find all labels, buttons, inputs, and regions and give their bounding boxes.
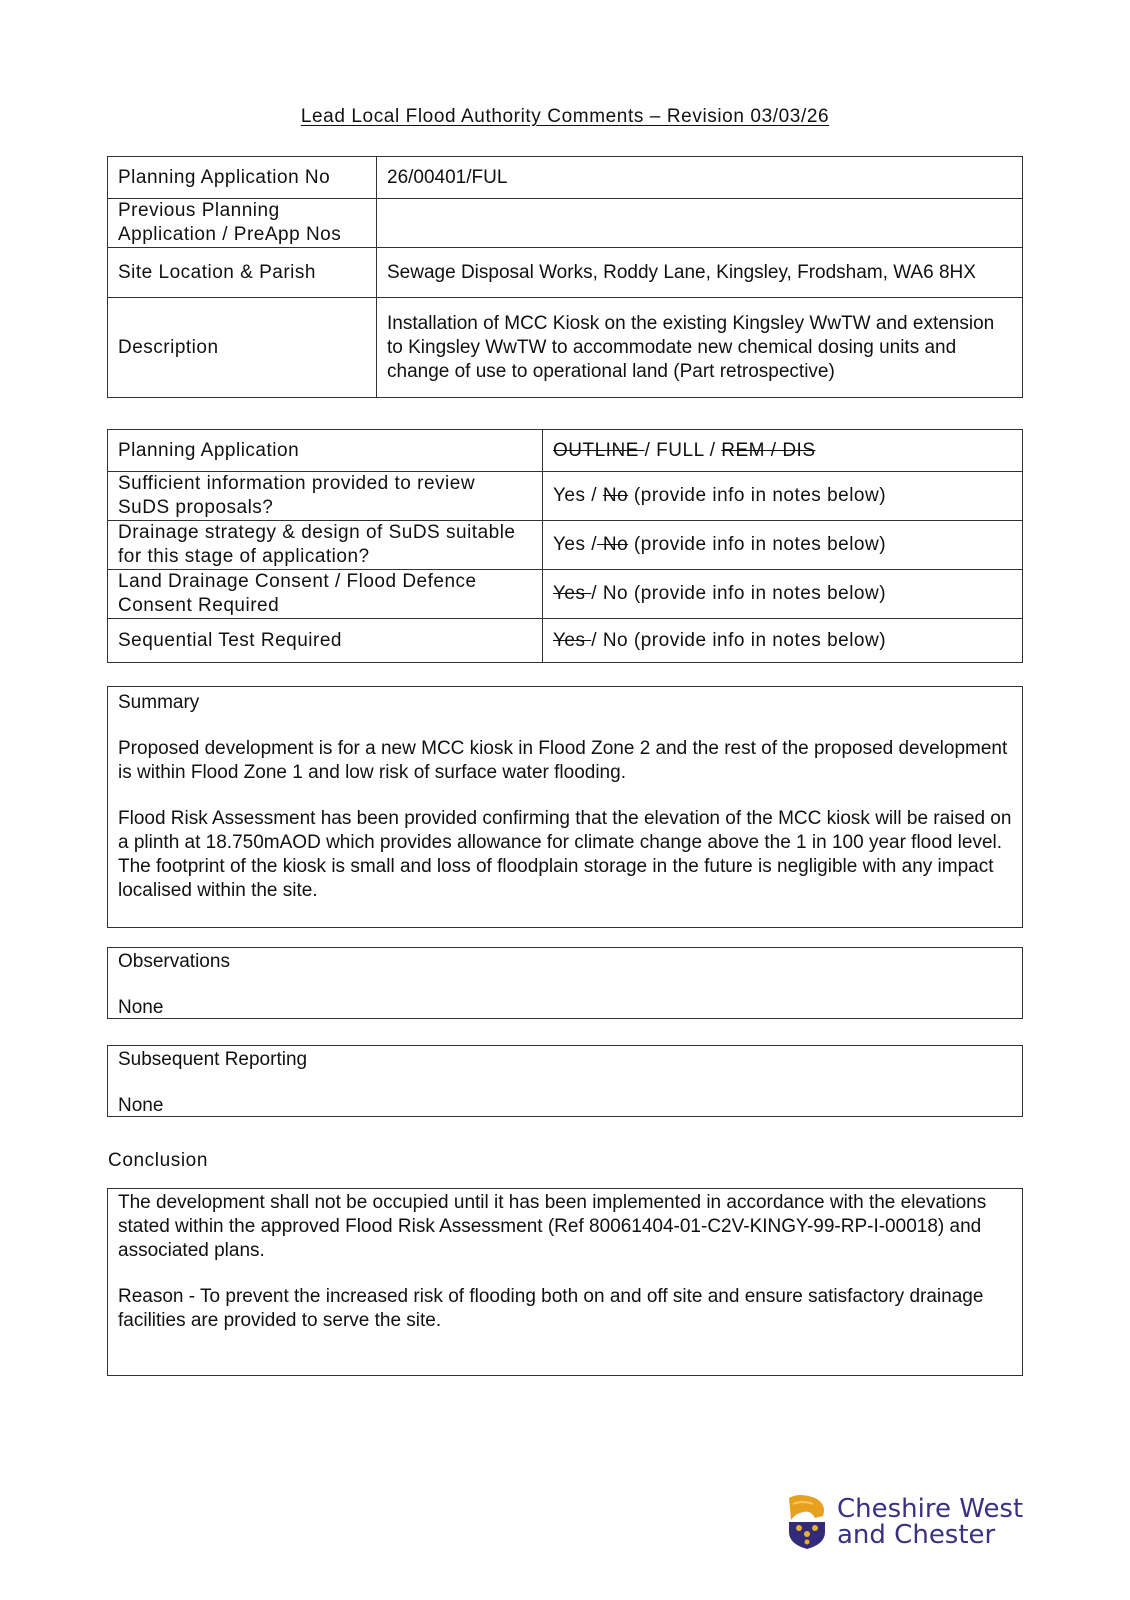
sufficient-info-answer: Yes / No (provide info in notes below) <box>543 472 1023 521</box>
summary-paragraph: Proposed development is for a new MCC kiosk in Flood Zone 2 and the rest of the proposed development is within Flood Zone 1 and low risk of surface water flooding. <box>118 738 1008 783</box>
application-details-table <box>107 156 1023 398</box>
summary-paragraph: Flood Risk Assessment has been provided confirming that the elevation of the MCC kiosk will be raised on a plinth at 18.750mAOD which provides allowance for climate change above the 1 in 100 year flood level. The footprint of the kiosk is small and loss of floodplain storage in the future is negligible with any impact localised within the site. <box>118 808 1012 901</box>
table-row <box>108 472 1023 521</box>
table-row <box>108 430 1023 472</box>
table-row <box>108 298 1023 398</box>
row-label: Planning Application No <box>108 157 377 199</box>
row-label: Land Drainage Consent / Flood Defence Consent Required <box>108 570 543 619</box>
row-label: Sufficient information provided to review SuDS proposals? <box>108 472 543 521</box>
drainage-strategy-answer: Yes / No (provide info in notes below) <box>543 521 1023 570</box>
subsequent-reporting-heading: Subsequent Reporting <box>118 1049 308 1070</box>
previous-application-numbers <box>377 199 1023 248</box>
table-row <box>108 570 1023 619</box>
row-label: Drainage strategy & design of SuDS suitable for this stage of application? <box>108 521 543 570</box>
conclusion-box <box>107 1188 1023 1376</box>
observations-text: None <box>118 997 164 1018</box>
site-location: Sewage Disposal Works, Roddy Lane, Kingsley, Frodsham, WA6 8HX <box>377 248 1023 298</box>
summary-heading: Summary <box>118 692 200 713</box>
checklist-table <box>107 429 1023 663</box>
table-row <box>108 619 1023 663</box>
summary-box <box>107 686 1023 928</box>
conclusion-paragraph: Reason - To prevent the increased risk of flooding both on and off site and ensure satisfactory drainage facilities are provided to serve the site. <box>118 1286 984 1331</box>
row-label: Planning Application <box>108 430 543 472</box>
table-row <box>108 248 1023 298</box>
subsequent-reporting-text: None <box>118 1095 164 1116</box>
row-label: Site Location & Parish <box>108 248 377 298</box>
table-row <box>108 521 1023 570</box>
council-crest-icon <box>785 1494 829 1550</box>
conclusion-heading: Conclusion <box>108 1150 208 1171</box>
land-drainage-consent-answer: Yes / No (provide info in notes below) <box>543 570 1023 619</box>
row-label: Description <box>108 298 377 398</box>
application-number: 26/00401/FUL <box>377 157 1023 199</box>
conclusion-paragraph: The development shall not be occupied until it has been implemented in accordance with the elevations stated within the approved Flood Risk Assessment (Ref 80061404-01-C2V-KINGY-99-RP-I-00018) and associated plans. <box>118 1192 987 1261</box>
council-name: Cheshire West and Chester <box>837 1494 1024 1550</box>
sequential-test-answer: Yes / No (provide info in notes below) <box>543 619 1023 663</box>
application-type: OUTLINE / FULL / REM / DIS <box>543 430 1023 472</box>
row-label: Previous Planning Application / PreApp Nos <box>108 199 377 248</box>
observations-heading: Observations <box>118 951 230 972</box>
subsequent-reporting-box <box>107 1045 1023 1117</box>
description: Installation of MCC Kiosk on the existing Kingsley WwTW and extension to Kingsley WwTW to accommodate new chemical dosing units and change of use to operational land (Part retrospective) <box>377 298 1023 398</box>
council-logo <box>785 1494 1023 1550</box>
table-row <box>108 199 1023 248</box>
table-row <box>108 157 1023 199</box>
row-label: Sequential Test Required <box>108 619 543 663</box>
document-title: Lead Local Flood Authority Comments – Revision 03/03/26 <box>300 106 830 127</box>
observations-box <box>107 947 1023 1019</box>
